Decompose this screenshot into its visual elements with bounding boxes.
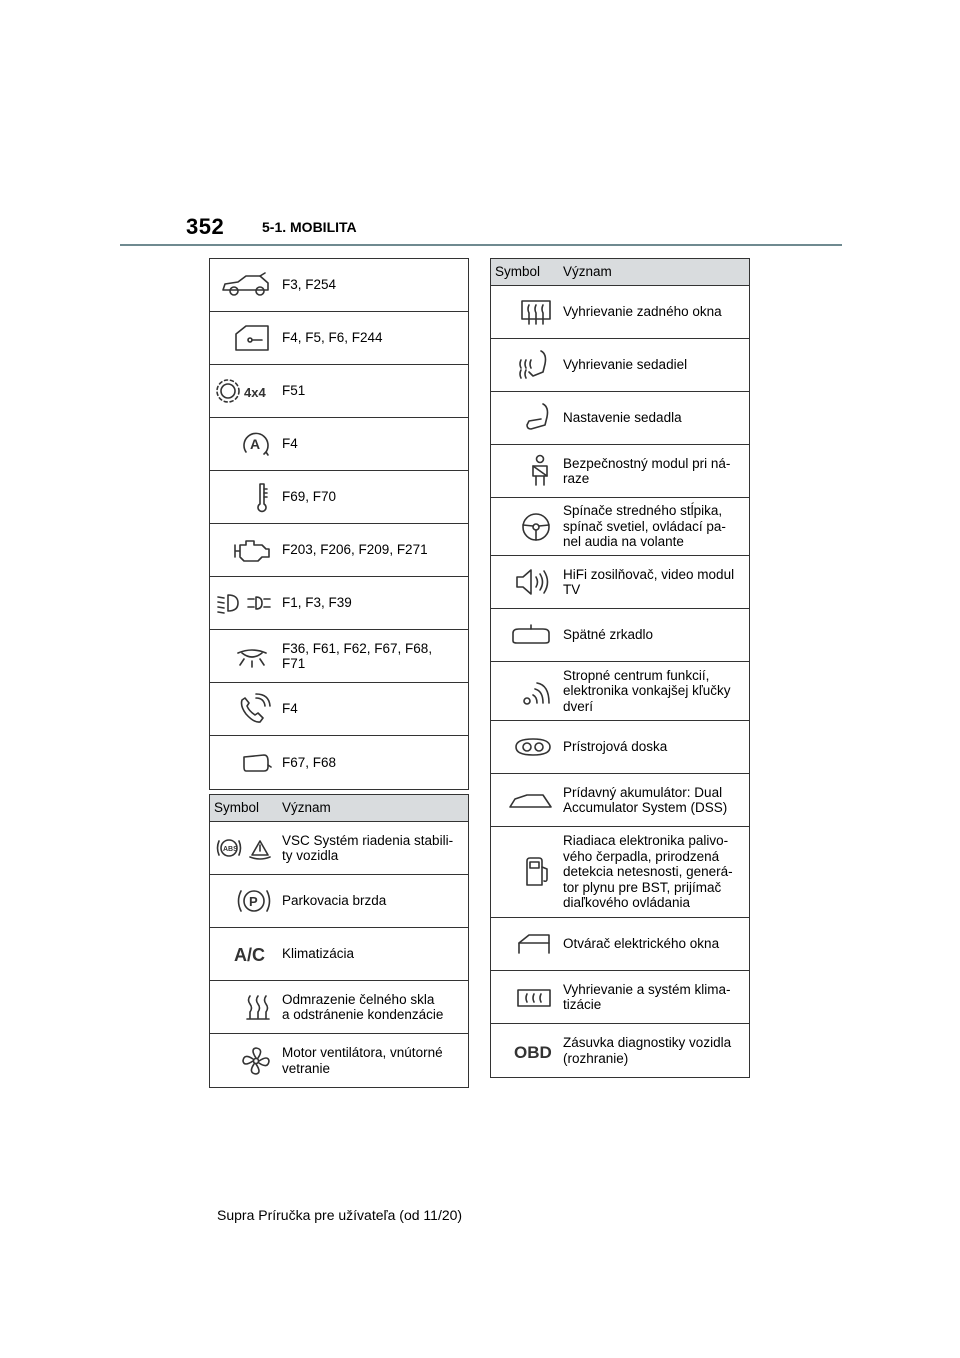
fan-icon (210, 1034, 278, 1087)
column-header-symbol: Symbol (214, 800, 260, 816)
svg-text:A/C: A/C (234, 945, 265, 965)
car-tailgate-icon (210, 259, 278, 311)
table-row (491, 286, 749, 339)
phone-wireless-icon (210, 683, 278, 735)
column-header-meaning: Význam (282, 800, 331, 816)
component-label: Vyhrievanie sedadiel (563, 357, 688, 373)
table-row (491, 339, 749, 392)
component-label: Bezpečnostný modul pri ná- raze (563, 455, 731, 486)
seat-heat-icon (491, 339, 559, 391)
obd-icon (491, 1024, 559, 1077)
table-row (210, 577, 468, 630)
interior-light-icon (210, 630, 278, 682)
defrost-icon (210, 981, 278, 1033)
seat-icon (491, 392, 559, 444)
4x4-gear-icon (210, 365, 278, 417)
table-row (210, 418, 468, 471)
battery-car-icon (491, 774, 559, 826)
fuel-pump-icon (491, 827, 559, 917)
svg-text:OBD: OBD (514, 1042, 552, 1062)
fuse-label: F67, F68 (282, 754, 337, 770)
table-row (210, 1034, 468, 1087)
table-row (210, 524, 468, 577)
table-row (491, 918, 749, 971)
table-row (491, 609, 749, 662)
rearview-mirror-icon (491, 609, 559, 661)
steering-wheel-icon (491, 498, 559, 555)
fuse-label: F69, F70 (282, 489, 337, 505)
component-label: Odmrazenie čelného skla a odstránenie kondenzácie (282, 991, 444, 1022)
component-label: Otvárač elektrického okna (563, 936, 720, 952)
column-header-symbol: Symbol (495, 264, 541, 280)
page-number: 352 (186, 214, 225, 239)
mirror-icon (210, 736, 278, 789)
table-row (210, 683, 468, 736)
table-row (210, 928, 468, 981)
fuse-label: F51 (282, 383, 306, 399)
component-label: Prídavný akumulátor: Dual Accumulator System (DSS) (563, 784, 728, 815)
fuse-table-left-top (209, 258, 469, 790)
fuse-label: F3, F254 (282, 277, 337, 293)
component-label: Zásuvka diagnostiky vozidla (rozhranie) (563, 1035, 732, 1066)
engine-icon (210, 524, 278, 576)
ac-icon (210, 928, 278, 980)
fuse-label: F4 (282, 436, 298, 452)
table-row (210, 471, 468, 524)
header-rule (120, 244, 842, 246)
component-label: Vyhrievanie a systém klima- tizácie (563, 981, 731, 1012)
column-header-meaning: Význam (563, 264, 612, 280)
thermometer-icon (210, 471, 278, 523)
table-row (491, 392, 749, 445)
svg-text:4x4: 4x4 (244, 385, 266, 400)
svg-text:ABS: ABS (223, 846, 238, 853)
table-row (210, 875, 468, 928)
wireless-signal-icon (491, 662, 559, 720)
table-row (491, 774, 749, 827)
door-handle-icon (210, 312, 278, 364)
table-row (491, 662, 749, 721)
auto-start-stop-icon (210, 418, 278, 470)
rear-window-heat-icon (491, 286, 559, 338)
fuse-label: F1, F3, F39 (282, 595, 352, 611)
component-label: Motor ventilátora, vnútorné vetranie (282, 1045, 443, 1076)
table-row (210, 822, 468, 875)
svg-text:P: P (249, 894, 258, 909)
headlight-icon (210, 577, 278, 629)
table-header (210, 795, 468, 822)
fuse-label: F4 (282, 701, 298, 717)
fuse-label: F36, F61, F62, F67, F68, F71 (282, 640, 433, 671)
table-row (491, 556, 749, 609)
parking-brake-icon (210, 875, 278, 927)
fuse-label: F203, F206, F209, F271 (282, 542, 428, 558)
component-label: HiFi zosilňovač, video modul TV (563, 566, 735, 597)
speaker-icon (491, 556, 559, 608)
fuse-label: F4, F5, F6, F244 (282, 330, 383, 346)
airbag-person-icon (491, 445, 559, 497)
section-title: 5-1. MOBILITA (262, 219, 357, 235)
component-label: Stropné centrum funkcií, elektronika vonkajšej kľučky dverí (563, 667, 731, 714)
table-row (491, 721, 749, 774)
table-row (491, 498, 749, 556)
footer-text: Supra Príručka pre užívateľa (od 11/20) (217, 1207, 463, 1223)
component-label: Spínače stredného stĺpika, spínač svetiel, ovládací pa- nel audia na volante (563, 503, 726, 550)
table-row (491, 1024, 749, 1077)
table-row (210, 630, 468, 683)
instrument-cluster-icon (491, 721, 559, 773)
table-row (491, 971, 749, 1024)
table-row (491, 445, 749, 498)
table-row (210, 736, 468, 789)
table-row (491, 827, 749, 918)
table-header (491, 259, 749, 286)
table-row (210, 365, 468, 418)
climate-heat-icon (491, 971, 559, 1023)
window-icon (491, 918, 559, 970)
fuse-table-left-bottom (209, 794, 469, 1088)
component-label: Spätné zrkadlo (563, 627, 654, 643)
abs-vsc-icon (210, 822, 278, 874)
component-label: Nastavenie sedadla (563, 410, 682, 426)
component-label: VSC Systém riadenia stabili- ty vozidla (282, 832, 454, 863)
component-label: Parkovacia brzda (282, 893, 387, 909)
component-label: Prístrojová doska (563, 739, 668, 755)
fuse-table-right (490, 258, 750, 1078)
table-row (210, 259, 468, 312)
component-label: Klimatizácia (282, 946, 355, 962)
table-row (210, 981, 468, 1034)
component-label: Riadiaca elektronika palivo- vého čerpadla, prirodzená detekcia netesnosti, generá- tor plynu pre BST, prijímač diaľkového ovládania (563, 833, 733, 911)
table-row (210, 312, 468, 365)
svg-text:A: A (250, 436, 261, 452)
component-label: Vyhrievanie zadného okna (563, 304, 722, 320)
